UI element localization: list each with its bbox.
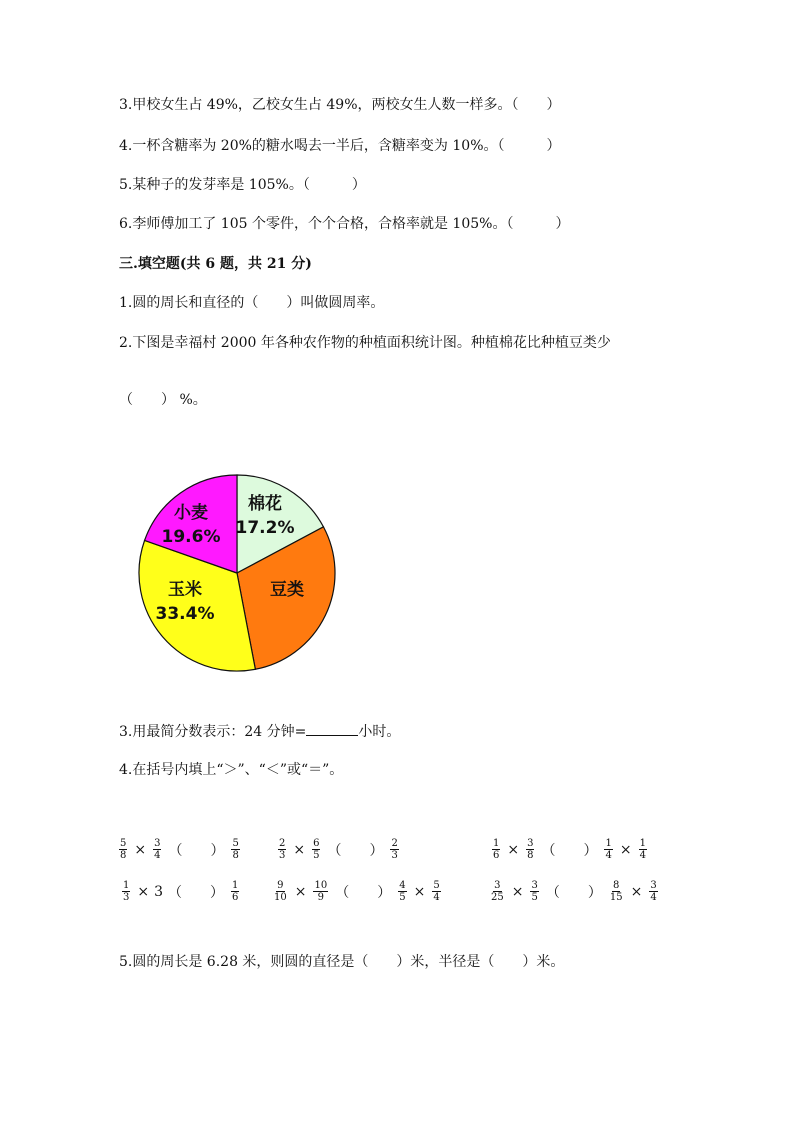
fraction: $\frac{3}{25}$: [491, 880, 504, 903]
fraction: $\frac{1}{3}$: [123, 880, 130, 903]
judgement-item-6: 6.李师傅加工了 105 个零件，个个合格，合格率就是 105%。（ ）: [119, 216, 570, 232]
compare-expr-5: $\frac{9}{10}$ × $\frac{10}{9}$ （ ） $\frac{4}{5}$ × $\frac{5}{4}$: [274, 880, 440, 903]
fill-question-4: 4.在括号内填上“＞”、“＜”或“＝”。: [119, 762, 344, 778]
answer-paren[interactable]: （ ）: [541, 842, 598, 859]
fraction: $\frac{4}{5}$: [399, 880, 406, 903]
compare-expr-4: $\frac{1}{3}$ × 3 （ ） $\frac{1}{6}$: [123, 880, 239, 903]
fill-question-5: 5.圆的周长是 6.28 米，则圆的直径是（ ）米，半径是（ ）米。: [119, 954, 565, 970]
fraction: $\frac{10}{9}$: [314, 880, 328, 903]
judgement-item-5: 5.某种子的发芽率是 105%。（ ）: [119, 177, 366, 193]
fill-question-2-line-1: 2.下图是幸福村 2000 年各种农作物的种植面积统计图。种植棉花比种植豆类少: [119, 335, 611, 351]
pie-label-4: 小麦: [174, 503, 208, 523]
crop-area-pie-chart: [130, 466, 344, 680]
compare-expr-2: $\frac{2}{3}$ × $\frac{6}{5}$ （ ） $\frac{2}{3}$: [279, 838, 398, 861]
pie-label-1: 棉花: [248, 494, 282, 514]
pie-value-label-4: 19.6%: [161, 527, 221, 547]
judgement-item-4: 4.一杯含糖率为 20%的糖水喝去一半后，含糖率变为 10%。（ ）: [119, 138, 561, 154]
fraction: $\frac{5}{8}$: [232, 838, 239, 861]
fraction: $\frac{3}{4}$: [650, 880, 657, 903]
judgement-item-3: 3.甲校女生占 49%，乙校女生占 49%，两校女生人数一样多。（ ）: [119, 97, 561, 113]
fraction: $\frac{2}{3}$: [279, 838, 286, 861]
fraction: $\frac{1}{4}$: [605, 838, 612, 861]
pie-label-3: 玉米: [168, 580, 202, 600]
fraction: $\frac{1}{6}$: [232, 880, 239, 903]
fill-question-3: 3.用最简分数表示：24 分钟= 小时。: [119, 721, 400, 741]
fraction: $\frac{9}{10}$: [274, 880, 287, 903]
fraction: $\frac{1}{6}$: [493, 838, 500, 861]
fill-question-2-line-2: （ ） %。: [119, 392, 207, 408]
pie-label-2: 豆类: [270, 580, 304, 600]
answer-blank[interactable]: [306, 721, 358, 736]
compare-expr-3: $\frac{1}{6}$ × $\frac{3}{8}$ （ ） $\frac{1}{4}$ × $\frac{1}{4}$: [493, 838, 646, 861]
fraction: $\frac{8}{15}$: [609, 880, 623, 903]
answer-paren[interactable]: （ ）: [168, 842, 225, 859]
pie-value-label-1: 17.2%: [235, 518, 295, 538]
fraction: $\frac{3}{4}$: [154, 838, 161, 861]
fraction: $\frac{6}{5}$: [313, 838, 320, 861]
fraction: $\frac{3}{5}$: [531, 880, 538, 903]
fraction: $\frac{5}{4}$: [433, 880, 440, 903]
compare-expr-1: $\frac{5}{8}$ × $\frac{3}{4}$ （ ） $\frac{5}{8}$: [120, 838, 239, 861]
answer-paren[interactable]: （ ）: [327, 842, 384, 859]
answer-paren[interactable]: （ ）: [545, 884, 602, 901]
compare-expr-6: $\frac{3}{25}$ × $\frac{3}{5}$ （ ） $\frac{8}{15}$ × $\frac{3}{4}$: [491, 880, 657, 903]
answer-paren[interactable]: （ ）: [168, 884, 225, 901]
pie-value-label-3: 33.4%: [155, 604, 215, 624]
fraction: $\frac{5}{8}$: [120, 838, 127, 861]
answer-paren[interactable]: （ ）: [335, 884, 392, 901]
section-heading: 三.填空题(共 6 题，共 21 分): [119, 256, 312, 272]
fraction: $\frac{3}{8}$: [527, 838, 534, 861]
fraction: $\frac{2}{3}$: [391, 838, 398, 861]
fraction: $\frac{1}{4}$: [639, 838, 646, 861]
fill-question-1: 1.圆的周长和直径的（ ）叫做圆周率。: [119, 295, 385, 311]
